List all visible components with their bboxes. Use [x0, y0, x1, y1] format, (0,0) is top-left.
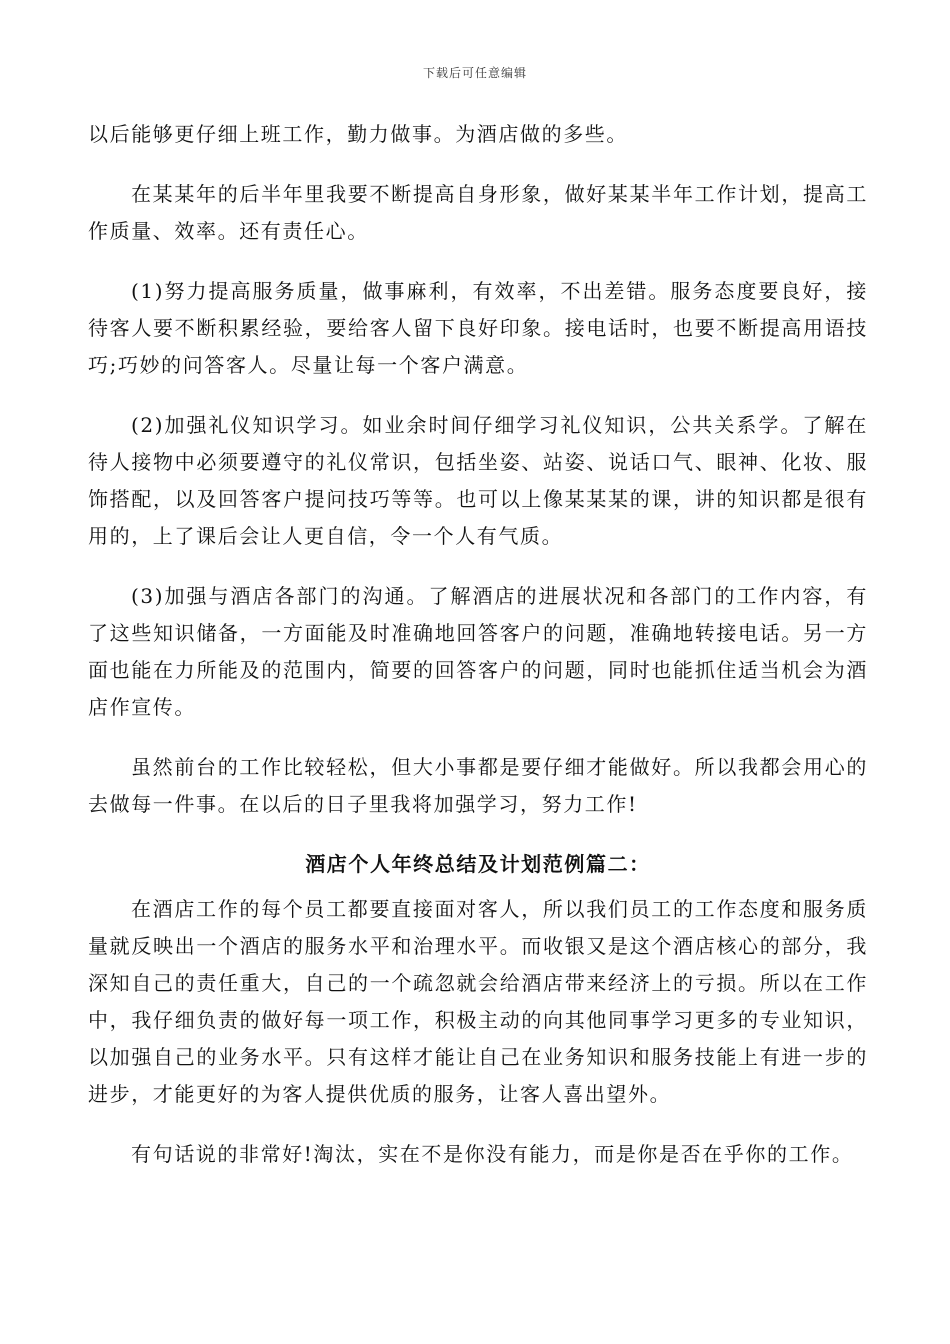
paragraph-item-1: (1)努力提高服务质量，做事麻利，有效率，不出差错。服务态度要良好，接待客人要不断积累经验，要给客人留下良好印象。接电话时，也要不断提高用语技巧;巧妙的问答客人。尽量让每一个客户满意。: [88, 279, 868, 377]
paragraph-saying: 有句话说的非常好!淘汰，实在不是你没有能力，而是你是否在乎你的工作。: [131, 1142, 854, 1166]
document-body: [88, 116, 868, 1196]
paragraph-continuation: 以后能够更仔细上班工作，勤力做事。为酒店做的多些。: [88, 122, 628, 146]
paragraph-cashier: 在酒店工作的每个员工都要直接面对客人，所以我们员工的工作态度和服务质量就反映出一个酒店的服务水平和治理水平。而收银又是这个酒店核心的部分，我深知自己的责任重大，自己的一个疏忽就会给酒店带来经济上的亏损。所以在工作中，我仔细负责的做好每一项工作，积极主动的向其他同事学习更多的专业知识，以加强自己的业务水平。只有这样才能让自己在业务知识和服务技能上有进一步的进步，才能更好的为客人提供优质的服务，让客人喜出望外。: [88, 897, 868, 1106]
paragraph-item-3: (3)加强与酒店各部门的沟通。了解酒店的进展状况和各部门的工作内容，有了这些知识储备，一方面能及时准确地回答客户的问题，准确地转接电话。另一方面也能在力所能及的范围内，简要的回答客户的问题，同时也能抓住适当机会为酒店作宣传。: [88, 584, 868, 719]
paragraph-conclusion: 虽然前台的工作比较轻松，但大小事都是要仔细才能做好。所以我都会用心的去做每一件事。在以后的日子里我将加强学习，努力工作!: [88, 755, 868, 816]
paragraph-plan-intro: 在某某年的后半年里我要不断提高自身形象，做好某某半年工作计划，提高工作质量、效率。还有责任心。: [88, 182, 868, 243]
paragraph-item-2: (2)加强礼仪知识学习。如业余时间仔细学习礼仪知识，公共关系学。了解在待人接物中必须要遵守的礼仪常识，包括坐姿、站姿、说话口气、眼神、化妆、服饰搭配，以及回答客户提问技巧等等。也可以上像某某某的课，讲的知识都是很有用的，上了课后会让人更自信，令一个人有气质。: [88, 413, 868, 548]
page-header: 下载后可任意编辑: [422, 66, 527, 80]
section-heading: 酒店个人年终总结及计划范例篇二：: [305, 852, 651, 876]
